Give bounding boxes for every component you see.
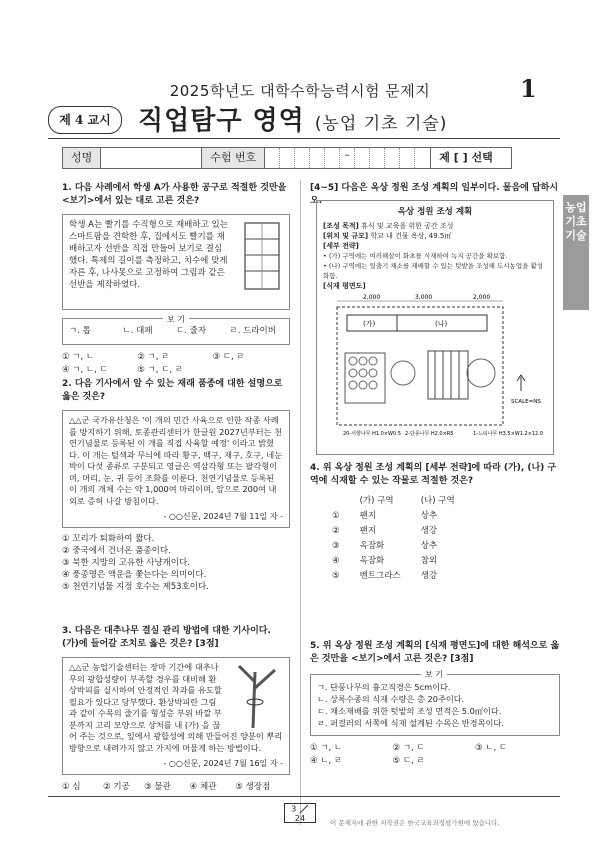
info-bar [62,147,512,169]
tree-illustration [227,662,283,728]
strategy-2: • (나) 구역에는 일출기 채소를 재배할 수 있는 텃밭을 조성해 도시농업을 활성화함. [323,262,544,280]
q1-bogi-item: ㄷ. 줄자 [176,326,207,336]
planting-plan-diagram [323,293,547,443]
location-label: [위치 및 규모] [323,232,369,240]
legend-2: 2-단풍나무 H2.0×R5 [405,431,454,437]
dim-2: 3,000 [415,294,433,301]
fraction-slash-icon [299,804,309,814]
zone-b: (나) [435,320,448,328]
q5-choice[interactable]: ⑤ ㄷ, ㄹ [392,756,425,766]
question-1 [62,182,290,377]
q3-choices [62,781,290,794]
question-3 [62,625,290,794]
q4-head-b: (나) 구역 [420,496,455,506]
q4-choice-row[interactable]: ③ 옥잠화 상추 [332,541,438,551]
q5-stem: 5. 위 옥상 정원 조성 계획의 [식재 평면도]에 대한 해석으로 옳은 것만을 <보기>에서 고른 것은? [3점] [310,641,560,664]
q2-choice[interactable]: ⑤ 천연기념물 지정 호수는 제53호이다. [62,582,209,592]
q5-bogi-item: ㄹ. 퍼걸러의 서쪽에 식재 설계된 수목은 반경목이다. [317,718,504,728]
q3-source: - ○○신문, 2024년 7월 16일 자 - [163,759,283,768]
q1-bogi [62,315,290,345]
legend-1: 20-서향나무 H1.0×W0.5 [343,431,401,437]
question-2 [62,378,290,593]
q2-passage-box [62,410,290,528]
exam-no-field[interactable]: – [265,148,431,168]
q1-choice[interactable]: ② ㄱ, ㄹ [137,352,170,362]
exam-no-label: 수험 번호 [202,148,265,168]
q1-choice[interactable]: ① ㄱ, ㄴ [62,352,95,362]
q2-passage: △△군 국가유산청은 '이 개의 민간 사육으로 인한 작종 사례를 방지하기 위해, 토종관리센터가 한글원 2027년부터는 천연기념물로 등록된 이 개를 직접 사육할 예정' 이라고 밝혔다. 이 개는 털색과 무늬에 따라 황구, 백구, 재구, 호구, 네눈박이 다섯 종류로 구분되고 영글은 역삼각형 또는 팔각형이며, 머리, 눈, 귀 등이 조화를 이룬다. 천연기념물로 등록된 이 개의 개체 수는 약 1,000여 마리이며, 앞으로 200여 내외로 증허 나갈 방침이다. [69,415,283,506]
q2-choice[interactable]: ① 꼬리가 퇴화하여 짧다. [62,534,155,544]
q4-choice-row[interactable]: ⑤ 벤트그라스 생강 [332,571,438,581]
copyright: 이 문제지에 관한 저작권은 한국교육과정평가원에 있습니다. [330,819,500,827]
footer-page [284,803,316,823]
q2-choice[interactable]: ③ 북한 지방의 고유한 사냥개이다. [62,558,190,568]
q1-passage: 학생 A는 빨기를 수직형으로 재배하고 있는 스마트팜을 견학한 후, 집에서도 빨기를 재배하고자 선반을 직접 만들어 보기로 결심했다. 톡제의 길이를 측정하고, 치수에 맞게 자른 후, 나사못으로 고정하여 그림과 같은 선반을 제작하였다. [69,220,228,290]
dim-1: 2,000 [363,294,381,301]
q4-stem: 4. 위 옥상 정원 조성 계획의 [세부 전략]에 따라 (가), (나) 구역에 식재할 수 있는 작물로 적절한 것은? [310,463,557,486]
q4-choice-row[interactable]: ① 팬지 상추 [332,511,438,521]
q5-bogi-label: 보 기 [421,669,447,681]
q5-bogi-item: ㄱ. 단풍나무의 흉고직경은 5cm이다. [317,682,451,692]
footer-page-total: 24 [294,814,306,823]
q5-choices [310,742,560,768]
header-rule [48,138,560,139]
select-label: 제 [ ] 선택 [431,148,500,168]
q3-choice[interactable]: ④ 체관 [189,782,217,792]
q2-choices [62,533,290,593]
plan-label: [식재 평면도] [323,282,366,290]
q4-head-a: (가) 구역 [359,496,394,506]
strategy-1: • (가) 구역에는 여러해살이 화초를 식재하여 녹지 공간을 확보함. [323,252,508,260]
q2-stem: 2. 다음 기사에서 알 수 있는 재래 품종에 대한 설명으로 옳은 것은? [62,379,283,402]
q4-choice-row[interactable]: ④ 옥잠화 참외 [332,556,438,566]
q1-bogi-item: ㄹ. 드라이버 [229,326,276,336]
q2-choice[interactable]: ④ 풍종명은 액운을 쫓는다는 의미이다. [62,570,207,580]
q3-choice[interactable]: ③ 물관 [144,782,171,792]
purpose-label: [조성 목적] [323,222,359,230]
page-number: 1 [520,74,537,103]
footer-page-current: 3 [291,804,297,814]
subject-detail: (농업 기초 기술) [314,114,448,134]
q3-choice[interactable]: ② 기공 [103,782,130,792]
q3-passage: △△군 농업기술센터는 장마 기간에 대추나무의 광합성량이 부족할 경우를 대비해 환상박피를 실시하여 안정적인 착과를 유도할 필요가 있다고 당부했다. 환상박피란 그림과 같이 수목의 줄기를 형성층 부위 바깥 부분까지 고리 모양으로 상처를 내 (가) 을 끊어 주는 것으로, 잎에서 광합성에 의해 만들어진 양분이 뿌리 방향으로 내려가지 않고 가지에 머물게 하는 방법이다. [69,662,283,753]
q1-choice[interactable]: ④ ㄱ, ㄴ, ㄷ [62,365,108,375]
q5-choice[interactable]: ③ ㄴ, ㄷ [475,743,508,753]
q3-choice[interactable]: ⑤ 생장점 [235,782,271,792]
name-label: 성명 [63,148,101,168]
q1-choice[interactable]: ③ ㄷ, ㄹ [212,352,245,362]
strategy-label: [세부 전략] [323,242,359,250]
dim-3: 2,000 [473,294,491,301]
q1-bogi-item: ㄴ. 대패 [122,326,153,336]
location: 학교 내 건물 옥상, 49.5㎡ [370,232,452,240]
question-5 [310,640,560,768]
exam-title: 2025학년도 대학수학능력시험 문제지 [169,82,431,100]
q1-choice[interactable]: ⑤ ㄱ, ㄷ, ㄹ [137,365,183,375]
q5-bogi-item: ㄷ. 채소재배를 위한 텃밭의 조성 면적은 5.0㎡이다. [317,706,502,716]
q4-choice-row[interactable]: ② 팬지 생강 [332,526,438,536]
subject-name: 직업탐구 영역 [138,106,305,136]
q3-choice[interactable]: ① 심 [62,782,81,792]
q1-stem: 1. 다음 사례에서 학생 A가 사용한 공구로 적절한 것만을 <보기>에서 있는 대로 고른 것은? [62,183,287,206]
q5-choice[interactable]: ① ㄱ, ㄴ [310,743,343,753]
side-subject-tab: 농업 기초 기술 [563,195,589,310]
subject-title [138,100,447,137]
q2-source: - ○○신문, 2024년 7월 11일 자 - [163,512,283,521]
legend-3: 1-느티나무 H3.5×W1.2×12.0 [473,431,544,437]
q5-choice[interactable]: ② ㄱ, ㄷ [392,743,425,753]
column-divider [300,180,301,825]
purpose: 휴식 및 교육을 위한 공간 조성 [361,222,454,230]
q5-bogi-item: ㄴ. 상록수종의 식재 수량은 총 20주이다. [317,694,465,704]
q1-passage-box [62,214,290,310]
q1-bogi-label: 보 기 [163,313,189,326]
footer-rule [48,796,560,797]
group45-stem: [4~5] 다음은 옥상 정원 조성 계획의 일부이다. 물음에 답하시오. [310,183,559,206]
q5-bogi [310,670,560,736]
name-field[interactable] [101,148,202,168]
q5-choice[interactable]: ④ ㄴ, ㄹ [310,756,343,766]
q1-bogi-item: ㄱ. 톱 [69,326,91,336]
q3-stem: 3. 다음은 대추나무 결실 관리 방법에 대한 기사이다. (가)에 들어갈 조치로 옳은 것은? [3점] [62,626,271,649]
q1-choices [62,351,290,377]
plan-title: 옥상 정원 조성 계획 [397,207,473,217]
scale-label: SCALE=NS [511,399,541,405]
question-4 [310,462,560,584]
q4-table [322,494,465,584]
shelf-illustration [241,221,283,291]
q2-choice[interactable]: ② 중국에서 건너온 품종이다. [62,546,171,556]
q3-passage-box [62,657,290,775]
period-badge: 제 4 교시 [48,106,122,134]
plan-box [316,200,554,455]
zone-a: (가) [363,320,376,328]
